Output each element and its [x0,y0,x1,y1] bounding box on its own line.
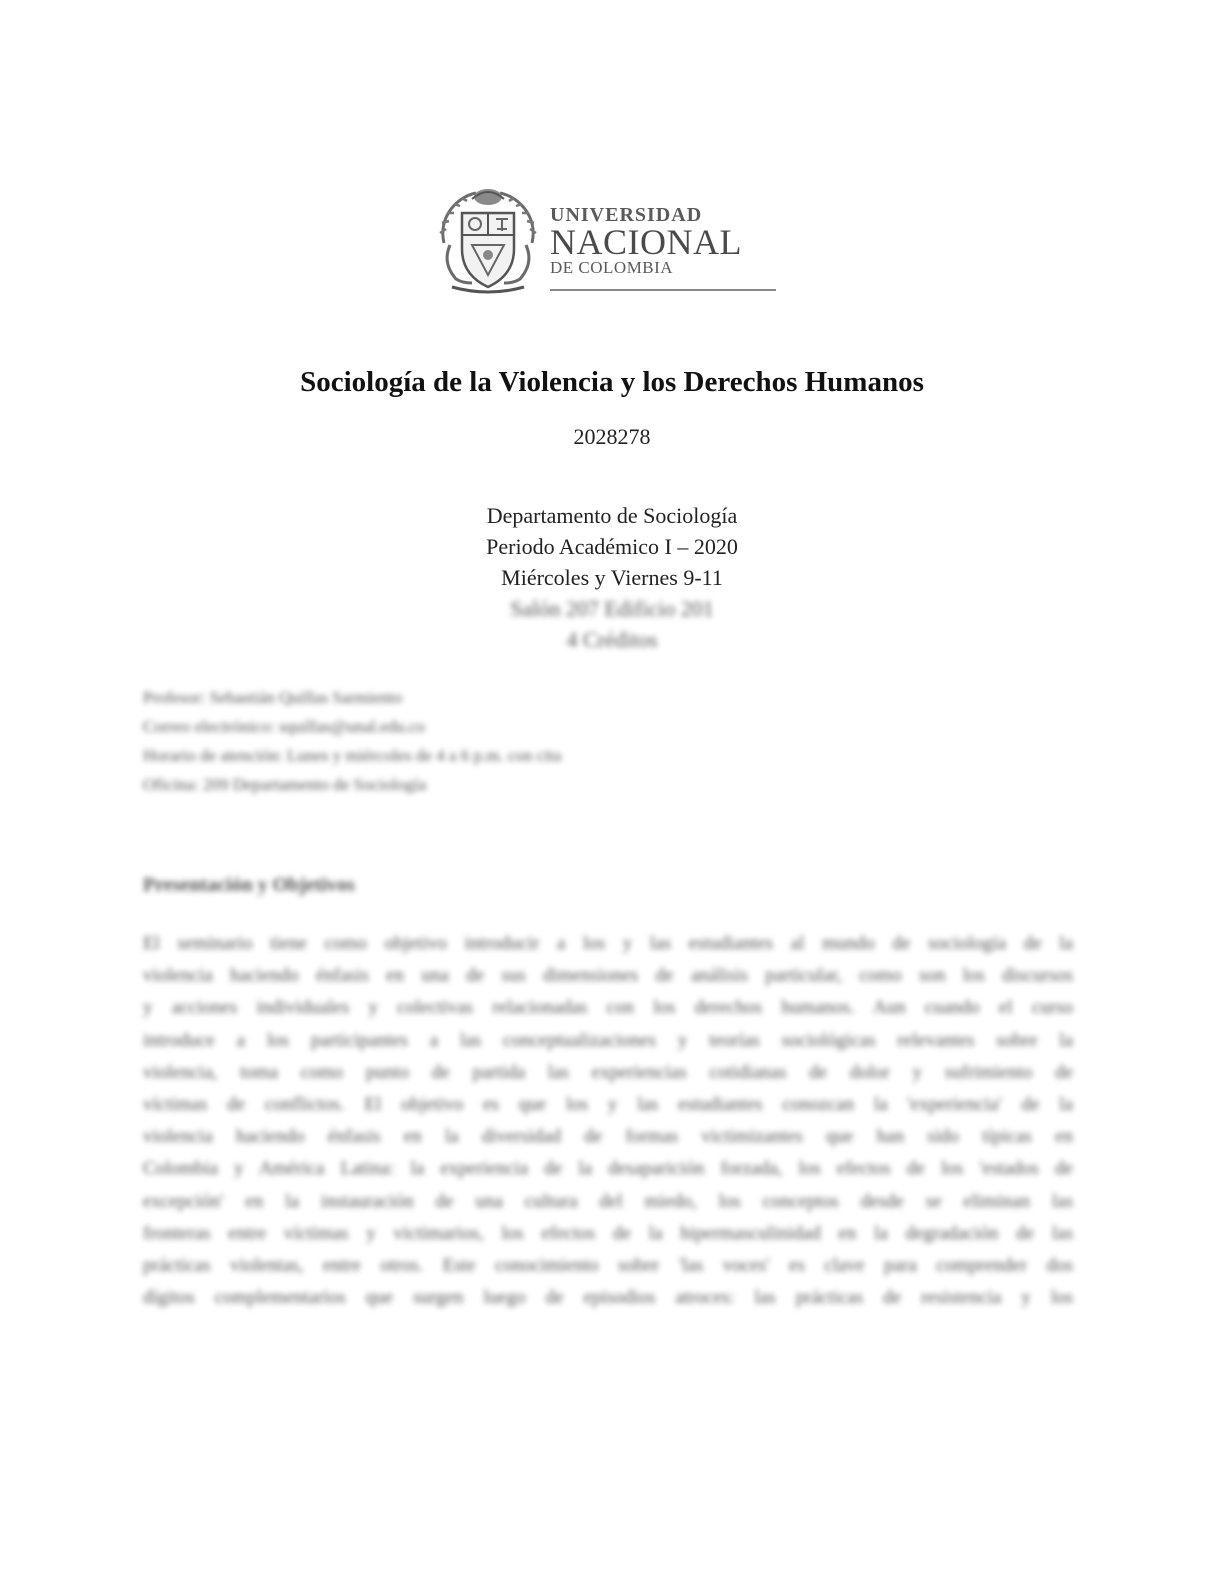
office-location: Oficina: 209 Departamento de Sociología [143,775,427,794]
logo-line-nacional: NACIONAL [550,222,742,262]
course-code: 2028278 [573,424,651,449]
university-logo [432,183,782,298]
paragraph-line: prácticas violentas, entre otros. Este conocimiento sobre 'las voces' es clave para comprender dos [143,1254,1073,1276]
department: Departamento de Sociología [486,503,738,528]
course-meta [0,500,1224,655]
paragraph-line: introduce a los participantes a las conceptualizaciones y teorías sociológicas relevantes sobre la [143,1029,1073,1051]
paragraph-line: excepción' en la instauración de una cultura del miedo, los conceptos desde se eliminan las [143,1190,1073,1212]
paragraph-line: Colombia y América Latina: la experiencia de la desaparición forzada, los efectos de los 'estados de [143,1158,1073,1180]
logo-divider [550,289,776,291]
paragraph-line: violencia haciendo énfasis en una de sus dimensiones de análisis particular, como son los discursos [143,965,1073,987]
paragraph-line: víctimas de conflictos. El objetivo es que los y las estudiantes conozcan la 'experiencia' de la [143,1093,1073,1115]
credits: 4 Créditos [566,627,658,652]
professor-info [143,683,843,799]
schedule: Miércoles y Viernes 9-11 [501,565,723,590]
paragraph-line: fronteras entre víctimas y victimarios, los efectos de la hipermasculinidad en la degradación de las [143,1222,1073,1244]
objectives-paragraph [143,928,1073,1314]
paragraph-line: dígitos complementarios que surgen luego de episodios atroces: las prácticas de resistencia y los [143,1287,1073,1309]
academic-period: Periodo Académico I – 2020 [486,534,738,559]
office-hours: Horario de atención: Lunes y miércoles de 4 a 6 p.m. con cita [143,746,562,765]
professor-email: Correo electrónico: squillas@unal.edu.co [143,717,425,736]
paragraph-line: violencia, toma como punto de partida las experiencias cotidianas de dolor y sufrimiento de [143,1061,1073,1083]
logo-line-colombia: DE COLOMBIA [550,258,674,277]
section-heading: Presentación y Objetivos [143,874,355,896]
course-title: Sociología de la Violencia y los Derechos Humanos [300,366,924,398]
logo-line-universidad: UNIVERSIDAD [550,204,703,226]
paragraph-line: y acciones individuales y colectivas relacionadas con los derechos humanos. Aun cuando el curso [143,997,1073,1019]
paragraph-line: El seminario tiene como objetivo introducir a los y las estudiantes al mundo de sociología de la [143,933,1073,954]
classroom: Salón 207 Edificio 201 [510,596,714,621]
paragraph-line: violencia haciendo énfasis en la diversidad de formas victimizantes que han sido típicas en [143,1126,1073,1148]
professor-name: Profesor: Sebastián Quillas Sarmiento [143,688,403,707]
university-seal-icon [432,183,544,295]
university-wordmark [550,205,778,277]
